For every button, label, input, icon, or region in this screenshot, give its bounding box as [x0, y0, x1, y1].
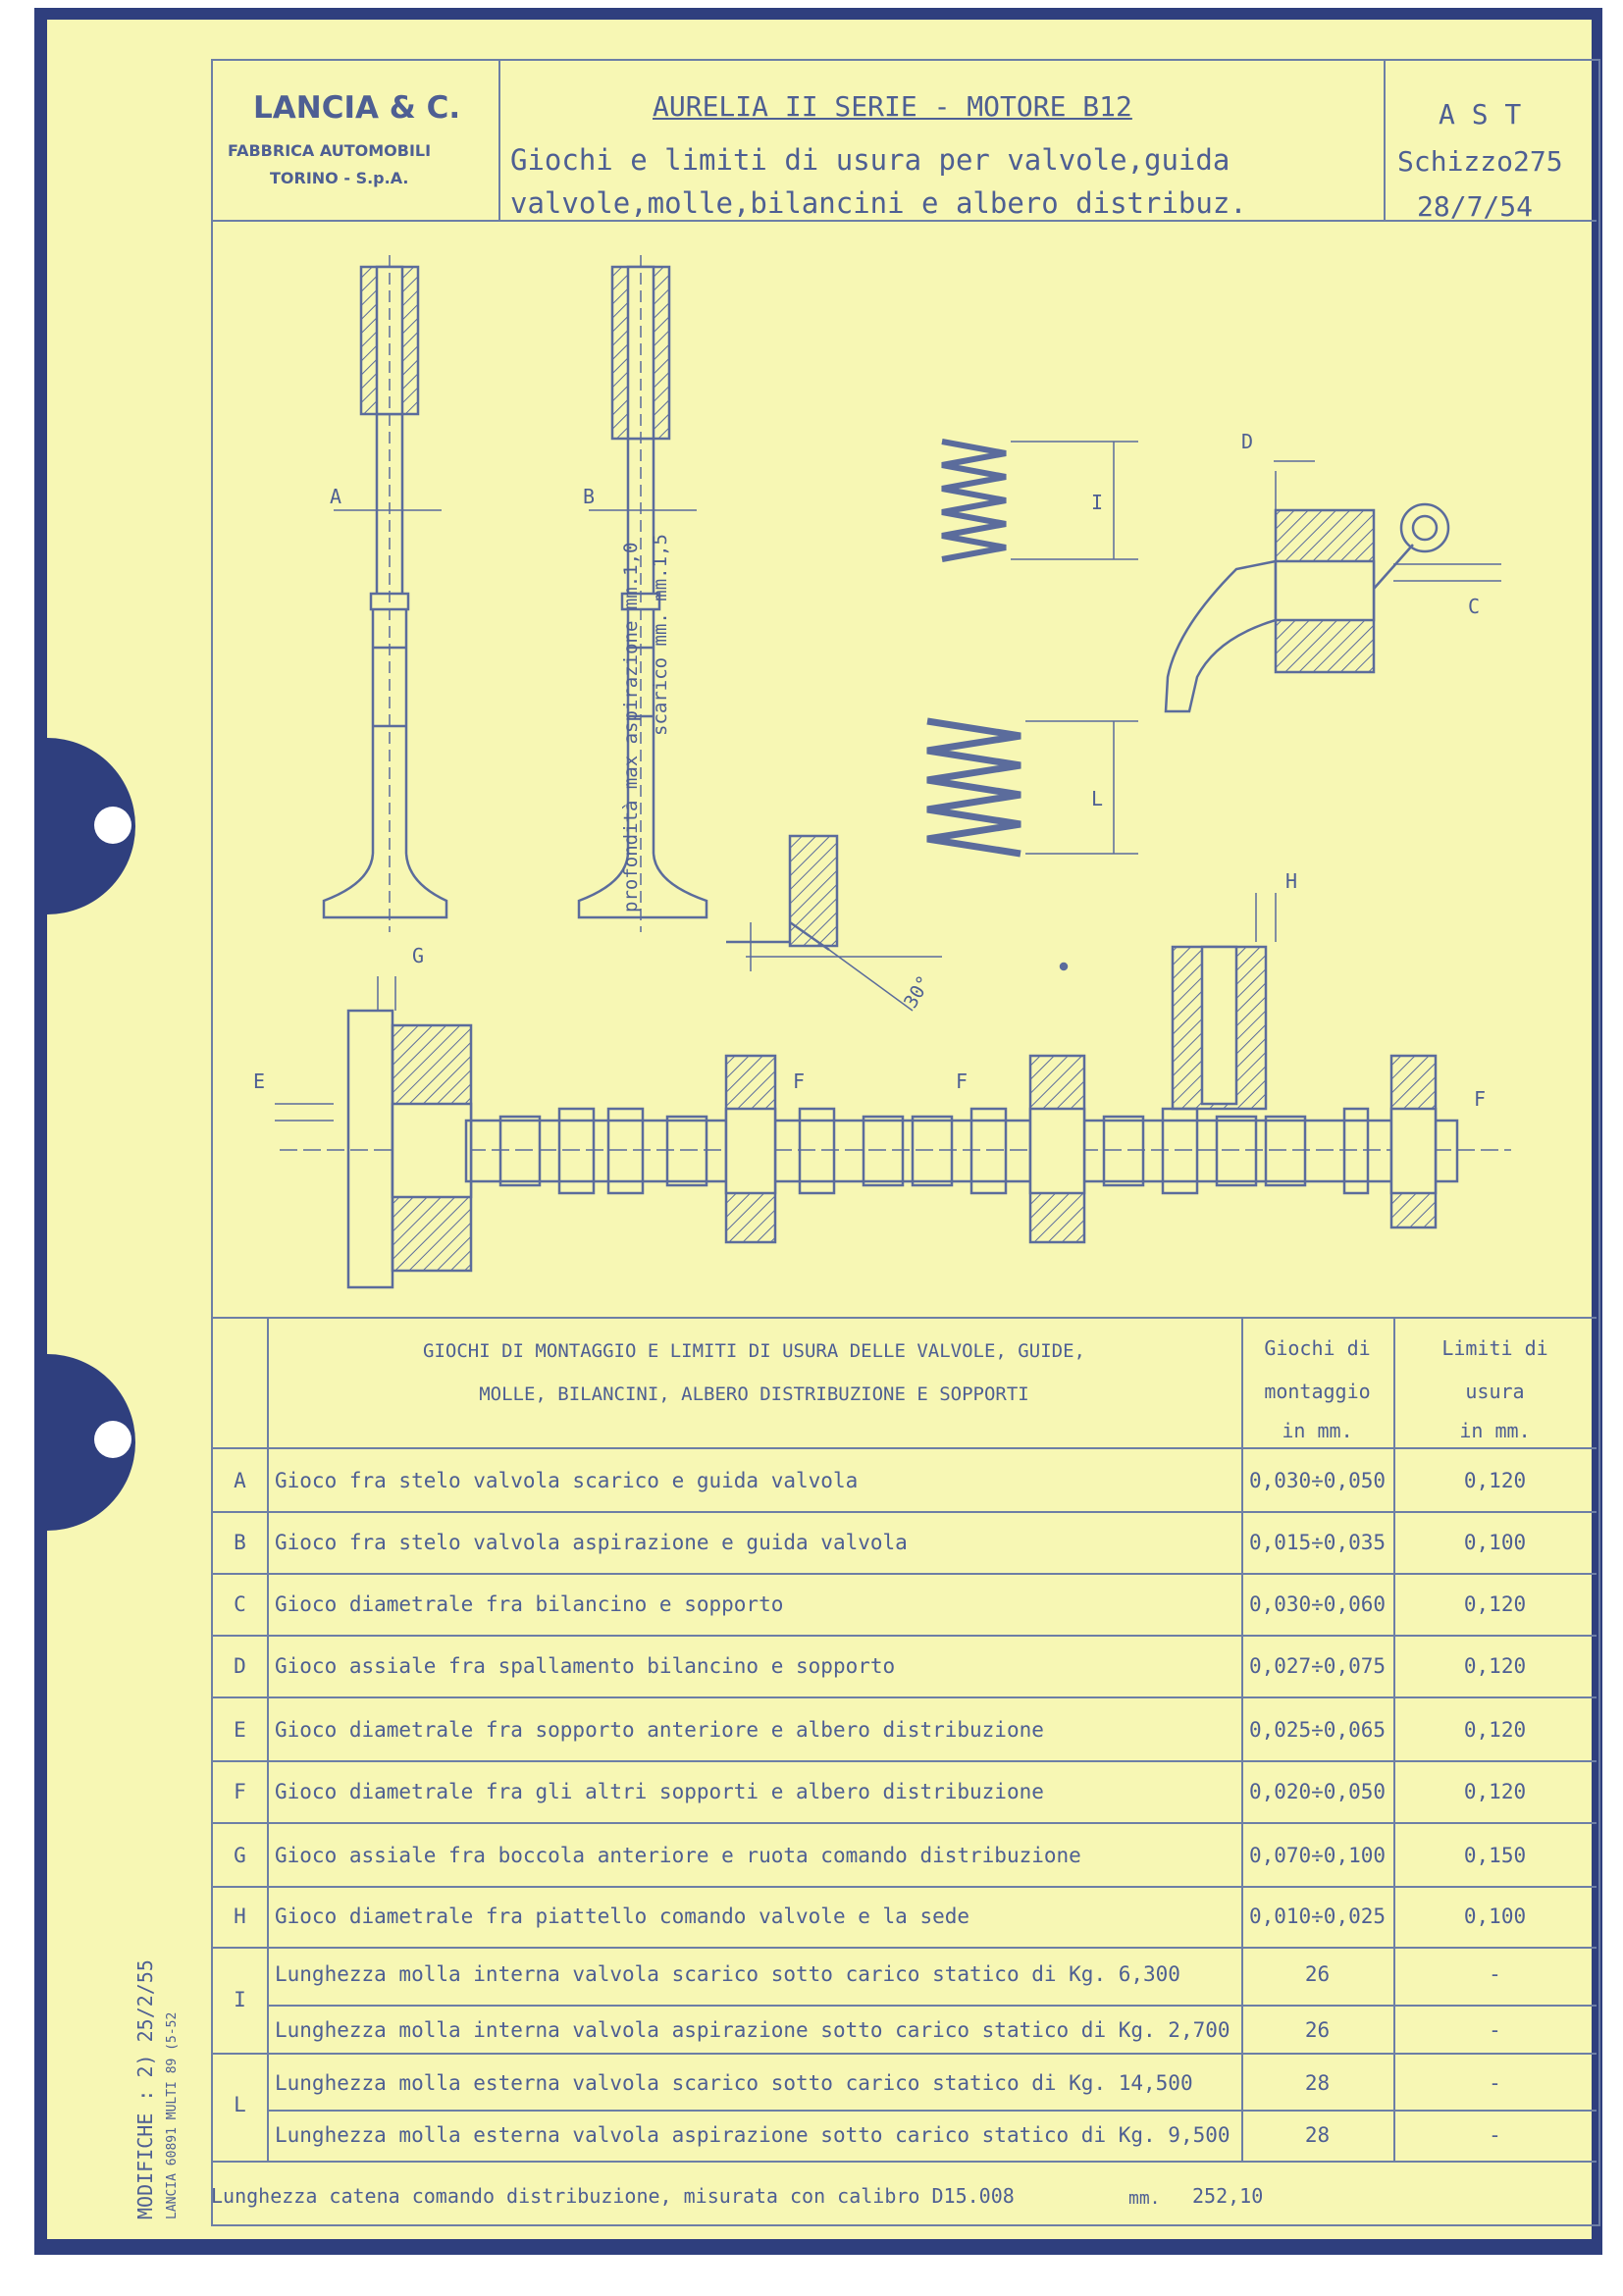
row-assembly: 0,030÷0,050	[1248, 1469, 1387, 1492]
model-title: AURELIA II SERIE - MOTORE B12	[653, 90, 1132, 123]
row-desc: Gioco fra stelo valvola scarico e guida valvola	[275, 1469, 859, 1492]
row-wear: 0,120	[1463, 1469, 1527, 1492]
label-H: H	[1285, 869, 1298, 893]
wear-header-2: usura	[1465, 1380, 1525, 1403]
spring-L-drawing	[927, 721, 1138, 854]
spring-row-assembly: 26	[1304, 2018, 1331, 2042]
row-rule-3	[213, 1635, 1597, 1637]
company-name: LANCIA & C.	[253, 90, 461, 126]
label-I: I	[1091, 491, 1104, 514]
row-key: E	[234, 1718, 246, 1742]
row-desc: Gioco assiale fra boccola anteriore e ruota comando distribuzione	[275, 1844, 1081, 1867]
spring-row-wear: -	[1489, 2018, 1501, 2042]
camshaft-drawing	[275, 893, 1511, 1287]
spring-row-desc: Lunghezza molla interna valvola aspirazione sotto carico statico di Kg. 2,700	[275, 2018, 1230, 2042]
table-bottom-rule	[213, 2161, 1597, 2163]
row-rule-L-sub	[267, 2110, 1597, 2112]
sketch-date: 28/7/54	[1417, 190, 1534, 223]
seat-depth-note-2: scarico mm. mm.1,5	[650, 534, 671, 736]
row-wear: 0,100	[1463, 1531, 1527, 1554]
spring-row-desc: Lunghezza molla esterna valvola aspirazione sotto carico statico di Kg. 9,500	[275, 2123, 1230, 2147]
assembly-header-1: Giochi di	[1264, 1336, 1371, 1360]
row-rule-2	[213, 1573, 1597, 1575]
subject-line-2: valvole,molle,bilancini e albero distribuz.	[510, 186, 1247, 220]
company-subtitle-1: FABBRICA AUTOMOBILI	[228, 141, 432, 160]
exhaust-valve-drawing	[324, 255, 446, 932]
row-wear: 0,120	[1463, 1718, 1527, 1742]
label-E: E	[253, 1070, 266, 1093]
label-B: B	[583, 485, 596, 508]
row-desc: Gioco diametrale fra sopporto anteriore e albero distribuzione	[275, 1718, 1044, 1742]
spring-row-desc: Lunghezza molla esterna valvola scarico sotto carico statico di Kg. 14,500	[275, 2071, 1193, 2095]
spring-I-drawing	[942, 442, 1138, 559]
table-title-line-2: MOLLE, BILANCINI, ALBERO DISTRIBUZIONE E SOPPORTI	[479, 1383, 1029, 1405]
label-L: L	[1091, 787, 1104, 810]
label-A: A	[330, 485, 342, 508]
row-desc: Gioco diametrale fra piattello comando valvole e la sede	[275, 1905, 970, 1928]
row-rule-5	[213, 1760, 1597, 1762]
spring-row-wear: -	[1489, 2071, 1501, 2095]
row-wear: 0,120	[1463, 1592, 1527, 1616]
row-rule-7	[213, 1886, 1597, 1888]
table-header-rule	[213, 1447, 1597, 1449]
table-top-rule	[213, 1317, 1597, 1319]
row-key: B	[234, 1531, 246, 1554]
spring-row-wear: -	[1489, 1962, 1501, 1986]
row-wear: 0,120	[1463, 1654, 1527, 1678]
row-rule-4	[213, 1696, 1597, 1698]
row-assembly: 0,030÷0,060	[1248, 1592, 1387, 1616]
row-assembly: 0,025÷0,065	[1248, 1718, 1387, 1742]
spring-row-desc: Lunghezza molla interna valvola scarico sotto carico statico di Kg. 6,300	[275, 1962, 1180, 1986]
label-F-1: F	[793, 1070, 806, 1093]
department-code: A S T	[1439, 98, 1522, 130]
subject-line-1: Giochi e limiti di usura per valvole,guida	[510, 143, 1230, 177]
label-F-2: F	[956, 1070, 969, 1093]
chain-length-value: 252,10	[1192, 2184, 1264, 2208]
key-column-divider	[267, 1319, 269, 2161]
row-wear: 0,150	[1463, 1844, 1527, 1867]
seat-depth-note-1: profondità max aspirazione mm.1,0	[620, 542, 642, 913]
intake-valve-drawing	[579, 255, 707, 932]
row-key: C	[234, 1592, 246, 1616]
spring-key-I: I	[234, 1988, 246, 2011]
wear-header-1: Limiti di	[1441, 1336, 1548, 1360]
assembly-header-2: montaggio	[1264, 1380, 1371, 1403]
modifications-note: MODIFICHE : 2) 25/2/55	[133, 1959, 157, 2219]
row-key: A	[234, 1469, 246, 1492]
assembly-header-3: in mm.	[1282, 1419, 1353, 1442]
row-assembly: 0,020÷0,050	[1248, 1780, 1387, 1803]
row-rule-8	[213, 1947, 1597, 1949]
chain-length-unit: mm.	[1128, 2188, 1161, 2209]
row-assembly: 0,070÷0,100	[1248, 1844, 1387, 1867]
sketch-number: Schizzo275	[1397, 145, 1563, 178]
row-assembly: 0,027÷0,075	[1248, 1654, 1387, 1678]
row-key: D	[234, 1654, 246, 1678]
row-desc: Gioco fra stelo valvola aspirazione e guida valvola	[275, 1531, 908, 1554]
wear-header-3: in mm.	[1459, 1419, 1531, 1442]
spring-row-assembly: 28	[1304, 2071, 1331, 2095]
company-subtitle-2: TORINO - S.p.A.	[270, 169, 409, 187]
row-desc: Gioco diametrale fra gli altri sopporti e albero distribuzione	[275, 1780, 1044, 1803]
row-key: G	[234, 1844, 246, 1867]
row-key: F	[234, 1780, 246, 1803]
spring-row-assembly: 28	[1304, 2123, 1331, 2147]
spring-row-assembly: 26	[1304, 1962, 1331, 1986]
spring-key-L: L	[234, 2093, 246, 2116]
row-rule-9	[213, 2053, 1597, 2055]
label-F-3: F	[1474, 1087, 1487, 1111]
row-desc: Gioco assiale fra spallamento bilancino e sopporto	[275, 1654, 896, 1678]
row-rule-I-sub	[267, 2005, 1597, 2007]
form-code: LANCIA 60891 MULTI 89 (5-52	[165, 2011, 180, 2219]
label-D: D	[1241, 430, 1254, 453]
seat-angle: 30°	[900, 971, 936, 1013]
spring-row-wear: -	[1489, 2123, 1501, 2147]
row-key: H	[234, 1905, 246, 1928]
table-title-line-1: GIOCHI DI MONTAGGIO E LIMITI DI USURA DELLE VALVOLE, GUIDE,	[423, 1340, 1085, 1362]
chain-length-text: Lunghezza catena comando distribuzione, misurata con calibro D15.008	[211, 2184, 1015, 2208]
row-rule-1	[213, 1511, 1597, 1513]
row-desc: Gioco diametrale fra bilancino e sopporto	[275, 1592, 784, 1616]
rocker-arm-drawing	[1166, 461, 1501, 711]
row-wear: 0,120	[1463, 1780, 1527, 1803]
row-wear: 0,100	[1463, 1905, 1527, 1928]
row-rule-6	[213, 1822, 1597, 1824]
label-G: G	[412, 944, 425, 967]
row-assembly: 0,010÷0,025	[1248, 1905, 1387, 1928]
label-C: C	[1468, 595, 1481, 618]
row-assembly: 0,015÷0,035	[1248, 1531, 1387, 1554]
